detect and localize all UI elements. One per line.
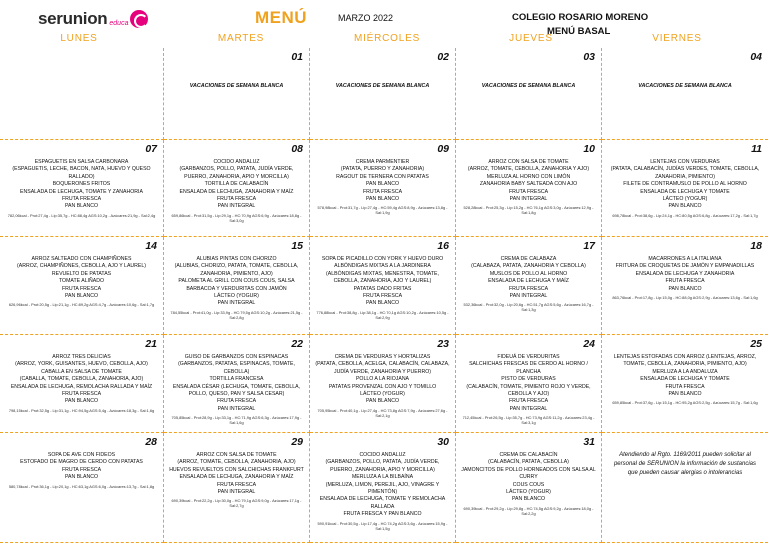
day-number: 09 <box>437 143 449 155</box>
day-cell <box>602 335 768 433</box>
dish-item: COUS COUS <box>512 481 545 488</box>
dish-item: PAN BLANCO <box>668 285 702 292</box>
day-cell <box>164 335 310 433</box>
dish-item: BOQUERONES FRITOS <box>52 181 111 188</box>
dish-item: ENSALADA DE LECHUGA Y MAÍZ <box>488 278 569 285</box>
dish-item: (PATATA, CEBOLLA, ACELGA, CALABACÍN, CALABAZA, JUDÍA VERDE, ZANAHORIA Y PUERRO) <box>315 361 450 375</box>
day-number: 03 <box>583 51 595 63</box>
day-number: 22 <box>291 338 303 350</box>
dish-item: FILETE DE CONTRAMUSLO DE POLLO AL HORNO <box>623 181 747 188</box>
dish-item: PAN BLANCO <box>64 293 99 300</box>
dish-list <box>606 159 764 218</box>
dish-item: PAN BLANCO <box>511 496 546 503</box>
dish-item: SALCHICHAS FRESCAS DE CERDO AL HORNO / PLANCHA <box>469 361 588 375</box>
dish-item: ENSALADA DE LECHUGA, TOMATE Y REMOLACHA RALLADA <box>319 496 446 510</box>
dish-item: ENSALADA CÉSAR (LECHUGA, TOMATE, CEBOLLA, POLLO, QUESO, PAN Y SALSA CESAR) <box>172 383 301 398</box>
day-cell <box>310 48 456 140</box>
logo-sub: educa <box>109 19 129 27</box>
day-cell <box>164 48 310 140</box>
dish-item: ENSALADA DE LECHUGA, REMOLACHA RALLADA Y MAÍZ <box>10 383 153 390</box>
dish-item: ENSALADA DE LECHUGA Y TOMATE <box>640 188 730 195</box>
dish-item: FRUTA FRESCA <box>61 466 102 473</box>
dish-item: (CALABACÍN, TOMATE, PIMIENTO ROJO Y VERDE, CEBOLLA Y AJO) <box>466 383 591 398</box>
dish-item: CABALLA EN SALSA DE TOMATE <box>41 368 122 375</box>
nutrition-info: 532,36kcal - Prot:32,0g - Lip:20,6g - HC:51,7g AGS:5,6g - Azúcares:16,7g - Sal:1,3g <box>463 302 594 313</box>
dish-item: (ALUBIAS, CHORIZO, PATATA, TOMATE, CEBOLLA, ZANAHORIA, PIMIENTO, AJO) <box>174 263 299 277</box>
dish-item: FRUTA FRESCA <box>61 196 102 203</box>
dish-item: (CABALLA, TOMATE, CEBOLLA, ZANAHORIA, AJO) <box>19 376 144 383</box>
nutrition-info: 784,55kcal - Prot:41,0g - Lip:33,9g - HC:79,5g AGS:10,2g - Azúcares:21,5g - Sal:2,8g <box>170 309 303 320</box>
vacation-label: VACACIONES DE SEMANA BLANCA <box>335 83 430 89</box>
dish-list <box>168 256 305 320</box>
logo-text: serunion <box>38 9 108 28</box>
dish-item: SOPA DE PICADILLO CON YORK Y HUEVO DURO <box>321 256 444 262</box>
dish-item: FRUTA FRESCA <box>216 481 257 488</box>
day-cell <box>602 140 768 237</box>
nutrition-info: 698,78kcal - Prot:38,6g - Lip:24,1g - HC:80,5g AGS:6,8g - Azúcares:17,2g - Sal:1,7g <box>612 212 758 218</box>
dish-item: PAN INTEGRAL <box>509 293 548 300</box>
nutrition-info: 590,91kcal - Prot:30,5g - Lip:17,4g - HC:74,2g AGS:3,6g - Azúcares:15,9g - Sal:1,5g <box>317 520 448 531</box>
dish-list <box>460 159 597 215</box>
dish-item: (ARROZ, YORK, GUISANTES, HUEVO, CEBOLLA, AJO) <box>15 361 148 368</box>
dish-item: TORTILLA DE CALABACÍN <box>204 181 269 188</box>
dish-item: ALUBIAS PINTAS CON CHORIZO <box>196 256 277 262</box>
dish-item: ENSALADA DE LECHUGA Y TOMATE <box>640 376 730 383</box>
dish-item: ARROZ CON SALSA DE TOMATE <box>196 452 277 458</box>
dish-item: (PATATA, CALABACÍN, JUDÍAS VERDES, TOMATE, CEBOLLA, ZANAHORIA, PIMIENTO) <box>610 166 760 180</box>
day-cell <box>0 433 164 543</box>
dish-item: PAN BLANCO <box>365 181 400 188</box>
month-label: MARZO 2022 <box>338 13 394 23</box>
day-header-viernes: VIERNES <box>652 33 702 44</box>
vacation-label: VACACIONES DE SEMANA BLANCA <box>638 83 732 89</box>
dish-item: PAN INTEGRAL <box>217 300 256 307</box>
dish-item: (ALBÓNDIGAS MIXTAS, MENESTRA, TOMATE, CEBOLLA, ZANAHORIA, AJO Y LAUREL) <box>326 270 439 285</box>
day-number: 15 <box>291 240 303 252</box>
dish-item: (ARROZ, TOMATE, CEBOLLA, ZANAHORIA, AJO) <box>177 459 296 466</box>
dish-list <box>168 159 305 223</box>
dish-item: ALBÓNDIGAS MIXTAS A LA JARDINERA <box>334 263 431 270</box>
dish-item: LÁCTEO (YOGUR) <box>214 293 259 300</box>
nutrition-info: 705,85kcal - Prot:28,9g - Lip:33,1g - HC:71,9g AGS:6,3g - Azúcares:17,9g - Sal:1,6g <box>171 415 302 426</box>
day-number: 24 <box>583 338 595 350</box>
day-number: 08 <box>291 143 303 155</box>
dish-list <box>460 354 597 425</box>
dish-item: PISTO DE VERDURAS <box>501 376 556 383</box>
dish-item: CREMA DE CALABACÍN <box>499 452 558 458</box>
dish-list <box>606 256 764 300</box>
dish-item: FRUTA FRESCA <box>216 196 257 203</box>
dish-item: ENSALADA DE LECHUGA, ZANAHORIA Y MAÍZ <box>179 188 294 195</box>
school-name: COLEGIO ROSARIO MORENO <box>512 12 649 23</box>
nutrition-info: 659,86kcal - Prot:31,5g - Lip:29,1g - HC:70,9g AGS:6,9g - Azúcares:18,8g - Sal:3,0g <box>171 212 302 223</box>
dish-list <box>460 256 597 312</box>
dish-list <box>4 354 159 413</box>
dish-list <box>168 452 305 508</box>
dish-item: MACARRONES A LA ITALIANA <box>648 256 722 262</box>
nutrition-info: 690,39kcal - Prot:22,2g - Lip:30,0g - HC:79,1g AGS:9,0g - Azúcares:17,1g - Sal:2,7g <box>171 498 302 509</box>
dish-item: LÁCTEO (YOGUR) <box>506 489 551 496</box>
day-cell <box>310 335 456 433</box>
dish-item: FRUTA FRESCA <box>665 383 705 390</box>
dish-item: ENSALADA DE LECHUGA, TOMATE Y ZANAHORIA <box>20 188 143 195</box>
dish-item: (PATATA, PUERRO Y ZANAHORIA) <box>340 166 425 173</box>
day-number: 29 <box>291 436 303 448</box>
dish-item: FIDEUÁ DE VERDURITAS <box>497 354 560 360</box>
dish-list <box>606 354 764 405</box>
nutrition-info: 776,88kcal - Prot:38,8g - Lip:38,1g - HC:70,1g AGS:10,2g - Azúcares:10,5g - Sal:2,9g <box>316 309 449 320</box>
dish-item: PAN BLANCO <box>365 398 400 405</box>
day-header-miercoles: MIÉRCOLES <box>353 33 421 44</box>
dish-list <box>314 159 451 215</box>
dish-list <box>4 159 159 218</box>
dish-item: MERLUZA A LA BILBAÍNA <box>351 474 414 481</box>
dish-item: PATATAS DADO FRITAS <box>353 285 412 292</box>
day-cell <box>456 48 602 140</box>
dish-item: FRUTA FRESCA <box>508 188 549 195</box>
weekday-headers <box>0 33 768 47</box>
dish-item: POLLO A LA RIOJANA <box>355 376 410 383</box>
day-cell <box>602 48 768 140</box>
allergen-note: Atendiendo al Rgto. 1169/2011 pueden solicitar al personal de SERUNION la información de sustancias que pueden causar alergias o intolerancias <box>613 452 757 476</box>
dish-item: ENSALADA DE LECHUGA Y ZANAHORIA <box>635 270 735 277</box>
menu-type: MENÚ BASAL <box>547 26 611 37</box>
nutrition-info: 690,39kcal - Prot:29,2g - Lip:29,8g - HC:74,5g AGS:9,2g - Azúcares:18,0g - Sal:2,2g <box>463 505 594 516</box>
dish-item: LENTEJAS ESTOFADAS CON ARROZ (LENTEJAS, ARROZ, TOMATE, CEBOLLA, ZANAHORIA, PIMIENTO, AJO) <box>613 354 757 368</box>
dish-list <box>460 452 597 516</box>
day-cell <box>456 433 602 543</box>
dish-list <box>314 354 451 418</box>
dish-item: MUSLOS DE POLLO AL HORNO <box>489 270 568 277</box>
nutrition-info: 705,95kcal - Prot:40,1g - Lip:27,4g - HC:73,8g AGS:7,9g - Azúcares:27,6g - Sal:2,1g <box>317 407 448 418</box>
dish-item: FRUTA FRESCA <box>362 188 403 195</box>
logo-mark-icon <box>130 10 148 28</box>
menu-grid <box>0 48 768 543</box>
dish-item: CREMA DE CALABAZA <box>500 256 557 262</box>
day-cell <box>0 237 164 335</box>
dish-item: REVUELTO DE PATATAS <box>51 270 112 277</box>
day-cell <box>164 433 310 543</box>
day-number: 28 <box>145 436 157 448</box>
nutrition-info: 626,96kcal - Prot:20,5g - Lip:21,1g - HC:89,2g AGS:4,7g - Azúcares:10,6g - Sal:1,7g <box>8 302 155 308</box>
dish-item: PAN BLANCO <box>64 474 99 481</box>
dish-item: LÁCTEO (YOGUR) <box>662 196 708 203</box>
dish-item: CREMA PARMENTIER <box>355 159 410 165</box>
vacation-label: VACACIONES DE SEMANA BLANCA <box>481 83 576 89</box>
dish-item: LENTEJAS CON VERDURAS <box>650 159 720 165</box>
dish-item: PAN BLANCO <box>64 398 99 405</box>
menu-title: MENÚ <box>255 8 308 27</box>
day-number: 31 <box>583 436 595 448</box>
day-number: 16 <box>437 240 449 252</box>
nutrition-info: 580,78kcal - Prot:36,1g - Lip:20,1g - HC:63,1g AGS:6,0g - Azúcares:13,7g - Sal:1,8g <box>8 483 155 489</box>
day-header-jueves: JUEVES <box>509 33 553 44</box>
dish-item: ARROZ CON SALSA DE TOMATE <box>488 159 569 165</box>
day-number: 25 <box>750 338 762 350</box>
day-number: 10 <box>583 143 595 155</box>
dish-item: GUISO DE GARBANZOS CON ESPINACAS <box>184 354 289 360</box>
dish-item: PAN BLANCO <box>365 300 400 307</box>
dish-item: FRUTA FRESCA <box>216 398 257 405</box>
dish-item: TOMATE ALIÑADO <box>58 278 105 285</box>
day-number: 11 <box>751 143 762 155</box>
day-header-martes: MARTES <box>217 33 265 44</box>
dish-item: (GARBANZOS, PATATAS, ESPINACAS, TOMATE, CEBOLLA) <box>178 361 295 375</box>
dish-item: (MERLUZA, LIMON, PEREJIL, AJO, VINAGRE Y PIMENTÓN) <box>325 481 440 496</box>
day-cell <box>602 433 768 543</box>
dish-item: PATATAS PROVENZAL CON AJO Y TOMILLO <box>328 383 437 390</box>
dish-item: LÁCTEO (YOGUR) <box>360 391 405 398</box>
dish-item: COCIDO ANDALUZ <box>213 159 260 165</box>
dish-item: MERLUZA A LA ANDALUZA <box>652 368 718 375</box>
dish-list <box>4 452 159 489</box>
dish-item: FRUTA FRESCA <box>508 285 549 292</box>
nutrition-info: 863,76kcal - Prot:17,8g - Lip:15,0g - HC:88,0g AGS:2,9g - Azúcares:13,6g - Sal:1,6g <box>612 295 758 301</box>
dish-item: ARROZ SALTEADO CON CHAMPIÑONES <box>31 256 132 262</box>
day-cell <box>602 237 768 335</box>
day-cell <box>310 237 456 335</box>
day-number: 21 <box>145 338 157 350</box>
dish-item: SOPA DE AVE CON FIDEOS <box>47 452 116 458</box>
dish-item: HUEVOS REVUELTOS CON SALCHICHAS FRANKFURT <box>169 466 304 473</box>
dish-item: (GARBANZOS, POLLO, PATATA, JUDÍA VERDE, PUERRO, ZANAHORIA, APIO Y MORCILLA) <box>325 459 440 473</box>
day-cell <box>0 48 164 140</box>
day-number: 23 <box>437 338 449 350</box>
dish-item: (GARBANZOS, POLLO, PATATA, JUDÍA VERDE, PUERRO, ZANAHORIA, APIO Y MORCILLA) <box>179 166 294 180</box>
day-cell <box>456 335 602 433</box>
dish-item: PAN BLANCO <box>668 203 702 210</box>
dish-item: ZANAHORIA BABY SALTEADA CON AJO <box>479 181 578 188</box>
dish-item: JAMONCITOS DE POLLO HORNEADOS CON SALSA AL CURRY <box>461 466 596 481</box>
dish-item: ESPAGUETIS EN SALSA CARBONARA <box>34 159 129 165</box>
dish-item: CREMA DE VERDURAS Y HORTALIZAS <box>334 354 431 360</box>
day-cell <box>164 140 310 237</box>
dish-item: PAN INTEGRAL <box>509 405 548 412</box>
nutrition-info: 798,15kcal - Prot:32,5g - Lip:31,1g - HC:94,5g AGS:5,4g - Azúcares:18,3g - Sal:1,6g <box>8 407 155 413</box>
dish-item: (ESPAGUETIS, LECHE, BACON, NATA, HUEVO Y QUESO RALLADO) <box>12 166 151 180</box>
day-number: 07 <box>145 143 157 155</box>
dish-item: FRUTA FRESCA <box>362 293 403 300</box>
dish-item: PAN INTEGRAL <box>509 196 548 203</box>
dish-item: PAN BLANCO <box>668 391 702 398</box>
dish-item: TORTILLA FRANCESA <box>209 376 264 383</box>
nutrition-info: 578,98kcal - Prot:31,7g - Lip:27,4g - HC:59,4g AGS:8,9g - Azúcares:13,8g - Sal:1,9g <box>317 205 448 216</box>
dish-list <box>314 452 451 531</box>
day-number: 18 <box>750 240 762 252</box>
dish-item: (CALABAZA, PATATA, ZANAHORIA Y CEBOLLA) <box>471 263 586 270</box>
nutrition-info: 712,45kcal - Prot:26,5g - Lip:35,7g - HC:73,9g AGS:11,2g - Azúcares:23,4g - Sal:3,1g <box>462 415 595 426</box>
dish-item: PAN BLANCO <box>64 203 99 210</box>
dish-item: (ARROZ, TOMATE, CEBOLLA, ZANAHORIA Y AJO) <box>467 166 590 173</box>
day-number: 02 <box>437 51 449 63</box>
dish-item: PAN INTEGRAL <box>217 405 256 412</box>
day-cell <box>164 237 310 335</box>
dish-list <box>314 256 451 320</box>
day-header-lunes: LUNES <box>60 33 98 44</box>
dish-item: FRUTA FRESCA <box>61 391 102 398</box>
day-number: 30 <box>437 436 449 448</box>
nutrition-info: 659,85kcal - Prot:37,6g - Lip:15,1g - HC:95,2g AGS:2,5g - Azúcares:15,7g - Sal:1,6g <box>612 400 758 406</box>
dish-item: PAN BLANCO <box>365 196 400 203</box>
serunion-logo <box>38 8 148 30</box>
day-cell <box>0 140 164 237</box>
dish-item: FRUTA FRESCA <box>61 285 102 292</box>
dish-item: FRUTA FRESCA <box>665 278 705 285</box>
dish-item: (CALABACÍN, PATATA, CEBOLLA) <box>488 459 569 466</box>
dish-item: (ARROZ, CHAMPIÑONES, CEBOLLA, AJO Y LAUREL) <box>17 263 146 270</box>
day-cell <box>0 335 164 433</box>
day-number: 17 <box>583 240 595 252</box>
day-number: 04 <box>750 51 762 63</box>
dish-list <box>4 256 159 307</box>
dish-item: PAN INTEGRAL <box>217 203 256 210</box>
dish-item: ARROZ TRES DELICIAS <box>52 354 111 360</box>
day-cell <box>456 140 602 237</box>
nutrition-info: 782,06kcal - Prot:27,4g - Lip:35,7g - HC:88,4g AGS:10,2g - Azúcares:21,9g - Sal:2,4g <box>7 212 156 218</box>
day-number: 14 <box>145 240 157 252</box>
dish-item: ESTOFADO DE MAGRO DE CERDO CON PATATAS <box>20 459 143 466</box>
day-cell <box>310 433 456 543</box>
dish-item: MERLUZA AL HORNO CON LIMÓN <box>486 173 571 180</box>
dish-item: PAN INTEGRAL <box>217 489 256 496</box>
nutrition-info: 528,28kcal - Prot:25,3g - Lip:15,2g - HC:76,1g AGS:3,0g - Azúcares:12,9g - Sal:1,8g <box>463 205 594 216</box>
day-cell <box>310 140 456 237</box>
day-cell <box>456 237 602 335</box>
day-number: 01 <box>291 51 303 63</box>
dish-list <box>168 354 305 425</box>
dish-item: RAGOUT DE TERNERA CON PATATAS <box>336 173 429 180</box>
dish-item: PALOMETA AL GRILL CON COUS COUS, SALSA BARBACOA Y VERDURITAS CON JAMÓN <box>178 278 295 292</box>
dish-item: ENSALADA DE LECHUGA, ZANAHORIA Y MAÍZ <box>179 474 294 481</box>
dish-item: FRUTA FRESCA Y PAN BLANCO <box>343 511 422 518</box>
dish-item: COCIDO ANDALUZ <box>359 452 406 458</box>
vacation-label: VACACIONES DE SEMANA BLANCA <box>189 83 284 89</box>
dish-item: FRITURA DE CROQUETAS DE JAMÓN Y EMPANADILLAS <box>615 263 755 270</box>
dish-item: FRUTA FRESCA <box>508 398 549 405</box>
